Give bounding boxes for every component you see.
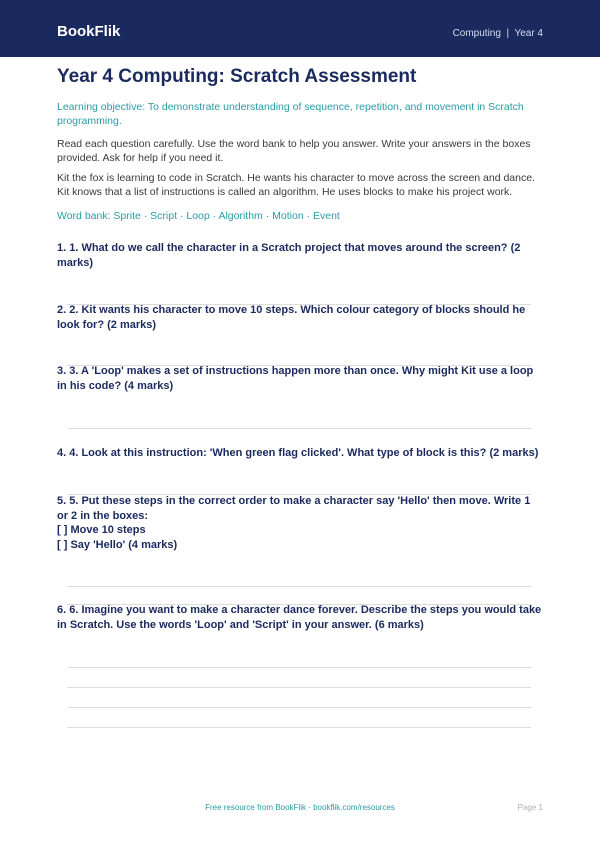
learning-objective: Learning objective: To demonstrate understanding of sequence, repetition, and movement in Scratch programming. xyxy=(57,101,524,127)
answer-line[interactable] xyxy=(67,586,531,587)
footer-credit-link[interactable]: Free resource from BookFlik · bookflik.com/resources xyxy=(205,803,395,812)
word-bank: Word bank: Sprite · Script · Loop · Algorithm · Motion · Event xyxy=(57,210,340,222)
question-3: 3. 3. A 'Loop' makes a set of instructions happen more than once. Why might Kit use a loop in his code? (4 marks) xyxy=(57,365,534,392)
page-header xyxy=(0,0,600,57)
story-paragraph: Kit the fox is learning to code in Scratch. He wants his character to move across the screen and dance. Kit knows that a list of instructions is called an algorithm. He uses blocks to make his project work. xyxy=(57,172,535,198)
answer-line[interactable] xyxy=(67,687,531,688)
question-6: 6. 6. Imagine you want to make a character dance forever. Describe the steps you would take in Scratch. Use the words 'Loop' and 'Script' in your answer. (6 marks) xyxy=(57,604,542,631)
question-5: 5. 5. Put these steps in the correct order to make a character say 'Hello' then move. Write 1 or 2 in the boxes: [ ] Move 10 steps [ ] Say 'Hello' (4 marks) xyxy=(57,495,531,551)
question-4: 4. 4. Look at this instruction: 'When green flag clicked'. What type of block is this? (2 marks) xyxy=(57,447,539,459)
question-1: 1. 1. What do we call the character in a Scratch project that moves around the screen? (2 marks) xyxy=(57,242,521,269)
page-number: Page 1 xyxy=(517,803,543,812)
answer-line[interactable] xyxy=(67,727,531,728)
answer-line[interactable] xyxy=(67,667,531,668)
question-2: 2. 2. Kit wants his character to move 10 steps. Which colour category of blocks should he look for? (2 marks) xyxy=(57,304,526,331)
instructions-paragraph: Read each question carefully. Use the word bank to help you answer. Write your answers in the boxes provided. Ask for help if you need it. xyxy=(57,138,531,164)
page-title: Year 4 Computing: Scratch Assessment xyxy=(57,66,417,87)
brand-logo[interactable]: BookFlik xyxy=(57,23,121,40)
breadcrumb: Computing | Year 4 xyxy=(452,28,543,39)
answer-line[interactable] xyxy=(67,707,531,708)
answer-line[interactable] xyxy=(67,428,531,429)
worksheet-content xyxy=(57,66,543,631)
